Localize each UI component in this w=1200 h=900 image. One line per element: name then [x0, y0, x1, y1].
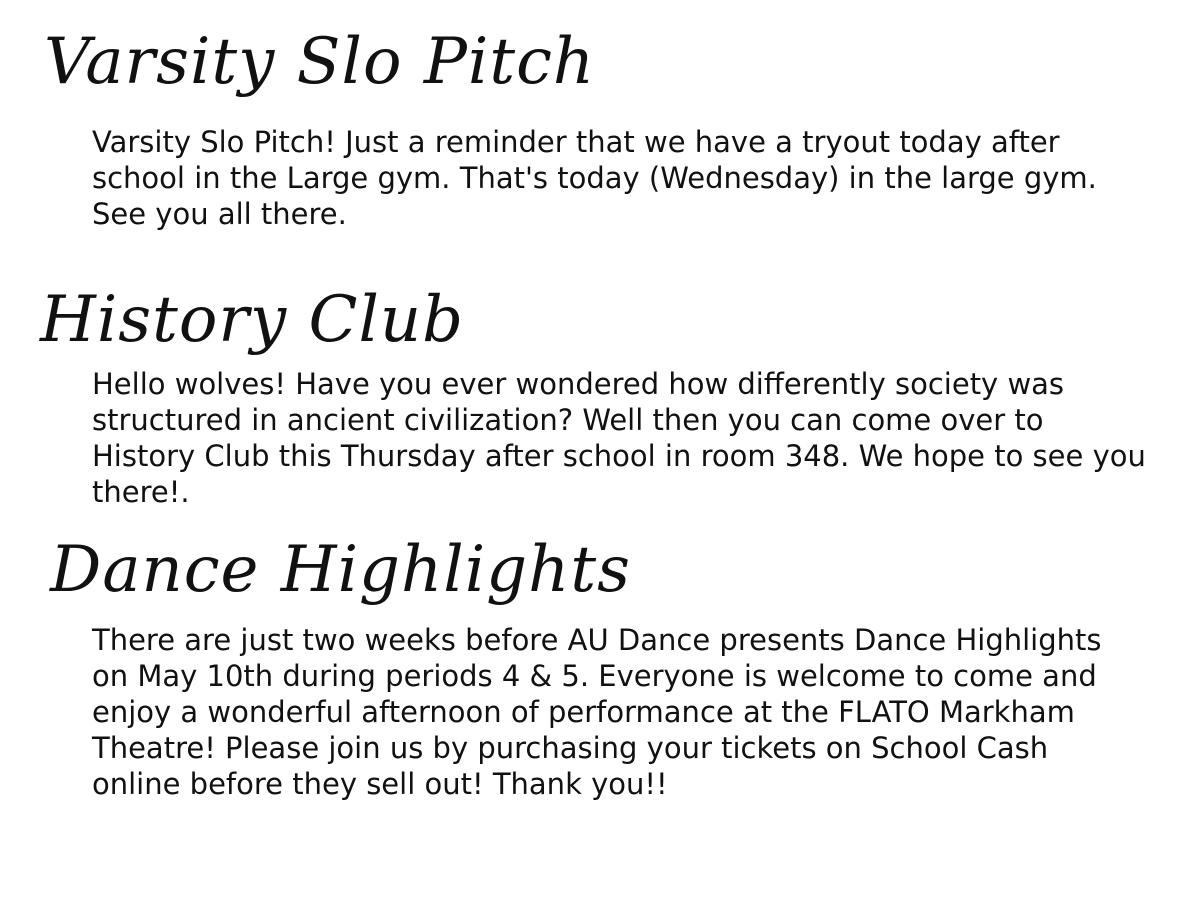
varsity-slo-pitch-title: Varsity Slo Pitch	[44, 25, 596, 99]
history-club-body: Hello wolves! Have you ever wondered how differently society was structured in ancient civilization? Well then you can come over to History Club this Thursday after school in room 348. We hope to see you there!.	[92, 367, 1146, 509]
dance-highlights-title: Dance Highlights	[50, 533, 631, 607]
history-club-title: History Club	[40, 283, 465, 357]
dance-highlights-body: There are just two weeks before AU Dance presents Dance Highlights on May 10th during periods 4 & 5. Everyone is welcome to come and enjoy a wonderful afternoon of performance at the FLATO Markham Theatre! Please join us by purchasing your tickets on School Cash online before they sell out! Thank you!!	[92, 623, 1102, 801]
varsity-slo-pitch-body: Varsity Slo Pitch! Just a reminder that we have a tryout today after school in the Large gym. That's today (Wednesday) in the large gym. See you all there.	[92, 125, 1097, 231]
